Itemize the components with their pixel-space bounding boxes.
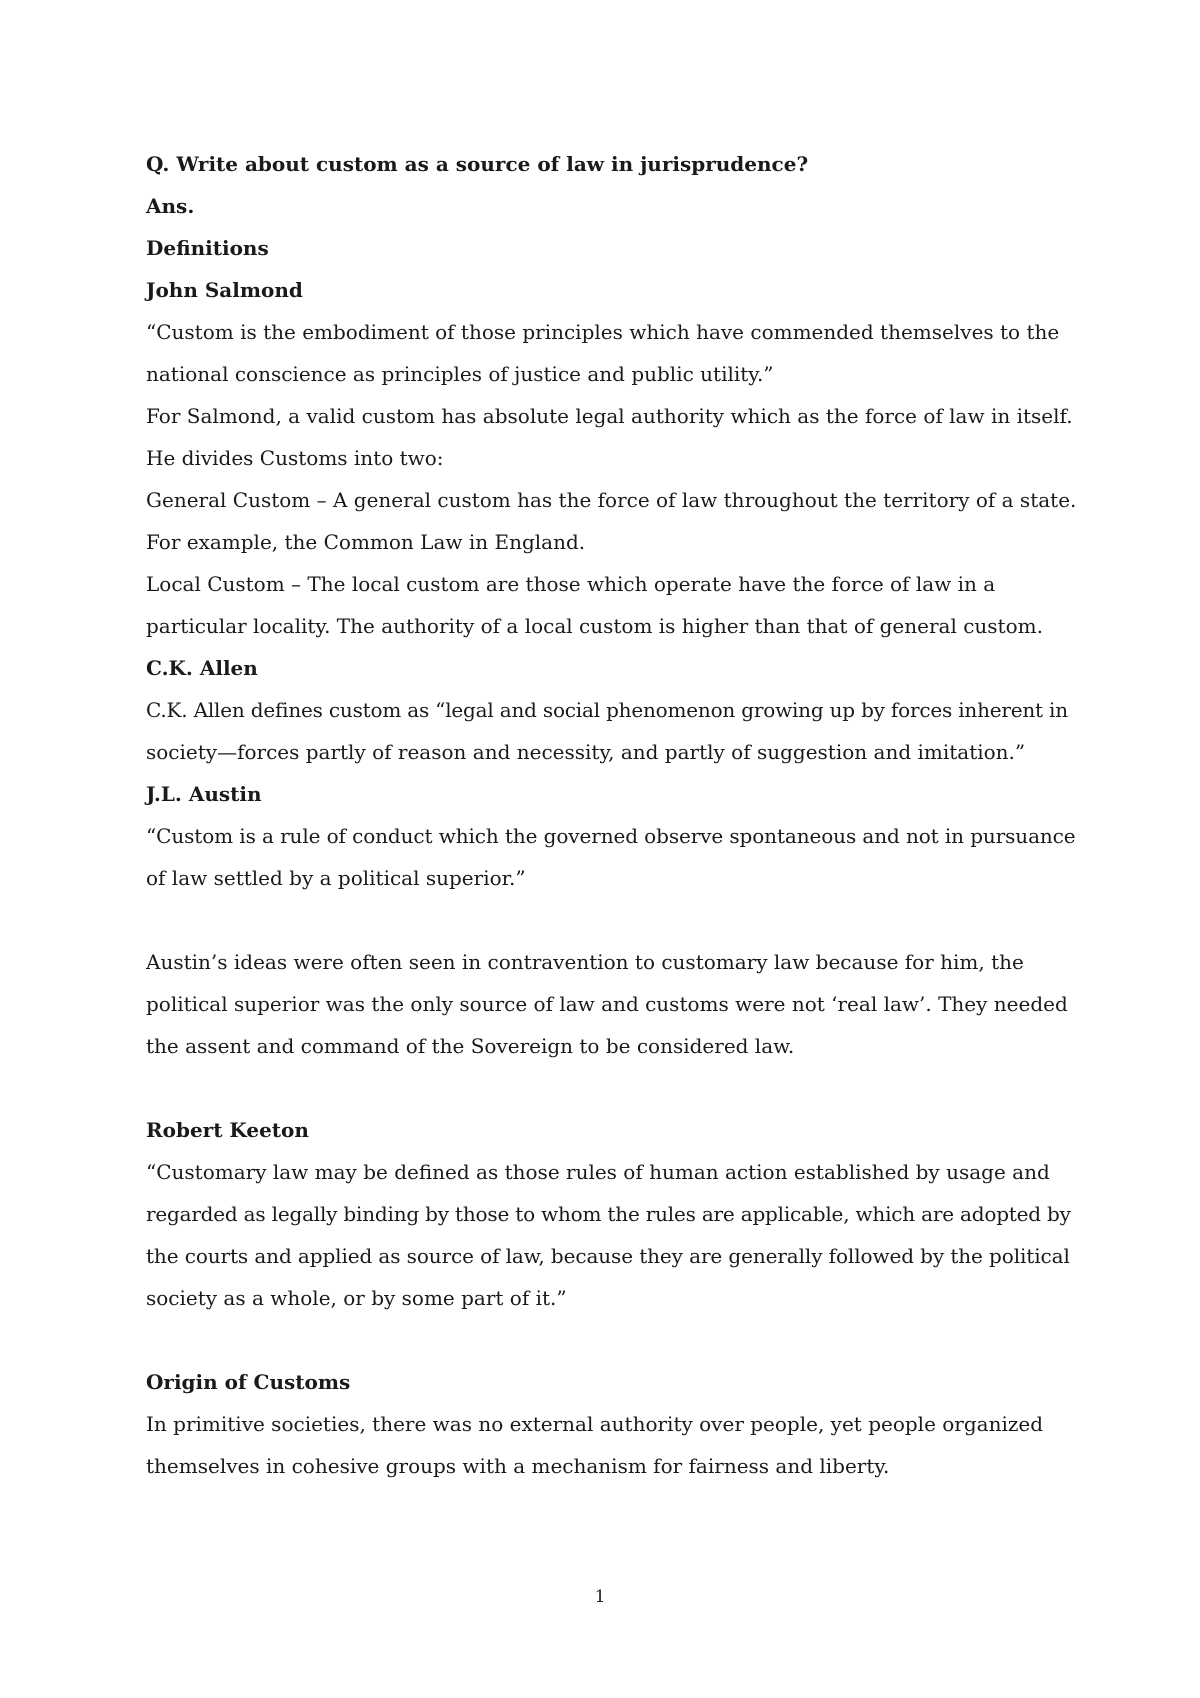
allen-text-line: C.K. Allen defines custom as “legal and social phenomenon growing up by forces inherent in — [146, 698, 1068, 722]
paragraph-gap — [146, 1067, 1076, 1109]
paragraph-gap — [146, 1319, 1076, 1361]
salmond-heading: John Salmond — [146, 278, 303, 302]
salmond-text-line: He divides Customs into two: — [146, 446, 444, 470]
question-heading: Q. Write about custom as a source of law in jurisprudence? — [146, 152, 809, 176]
salmond-text-line: For Salmond, a valid custom has absolute legal authority which as the force of law in itself. — [146, 404, 1073, 428]
general-custom-line: For example, the Common Law in England. — [146, 530, 586, 554]
austin-heading: J.L. Austin — [146, 782, 262, 806]
austin-quote-line: “Custom is a rule of conduct which the governed observe spontaneous and not in pursuance — [146, 824, 1076, 848]
allen-text-line: society—forces partly of reason and necessity, and partly of suggestion and imitation.” — [146, 740, 1026, 764]
origin-text-line: In primitive societies, there was no external authority over people, yet people organized — [146, 1412, 1044, 1436]
austin-quote-line: of law settled by a political superior.” — [146, 866, 526, 890]
page-number: 1 — [594, 1587, 606, 1607]
salmond-quote-line: “Custom is the embodiment of those principles which have commended themselves to the — [146, 320, 1060, 344]
general-custom-line: General Custom – A general custom has the force of law throughout the territory of a state. — [146, 488, 1077, 512]
definitions-heading: Definitions — [146, 236, 269, 260]
allen-heading: C.K. Allen — [146, 656, 258, 680]
austin-text-line: the assent and command of the Sovereign to be considered law. — [146, 1034, 795, 1058]
origin-heading: Origin of Customs — [146, 1370, 351, 1394]
document-body — [146, 143, 1076, 1487]
keeton-heading: Robert Keeton — [146, 1118, 309, 1142]
answer-label: Ans. — [146, 194, 195, 218]
austin-text-line: political superior was the only source of law and customs were not ‘real law’. They needed — [146, 992, 1068, 1016]
keeton-quote-line: the courts and applied as source of law, because they are generally followed by the political — [146, 1244, 1070, 1268]
salmond-quote-line: national conscience as principles of justice and public utility.” — [146, 362, 774, 386]
local-custom-line: Local Custom – The local custom are those which operate have the force of law in a — [146, 572, 996, 596]
origin-text-line: themselves in cohesive groups with a mechanism for fairness and liberty. — [146, 1454, 890, 1478]
paragraph-gap — [146, 899, 1076, 941]
keeton-quote-line: regarded as legally binding by those to whom the rules are applicable, which are adopted by — [146, 1202, 1071, 1226]
austin-text-line: Austin’s ideas were often seen in contravention to customary law because for him, the — [146, 950, 1024, 974]
local-custom-line: particular locality. The authority of a local custom is higher than that of general custom. — [146, 614, 1043, 638]
keeton-quote-line: society as a whole, or by some part of it.” — [146, 1286, 567, 1310]
keeton-quote-line: “Customary law may be defined as those rules of human action established by usage and — [146, 1160, 1050, 1184]
